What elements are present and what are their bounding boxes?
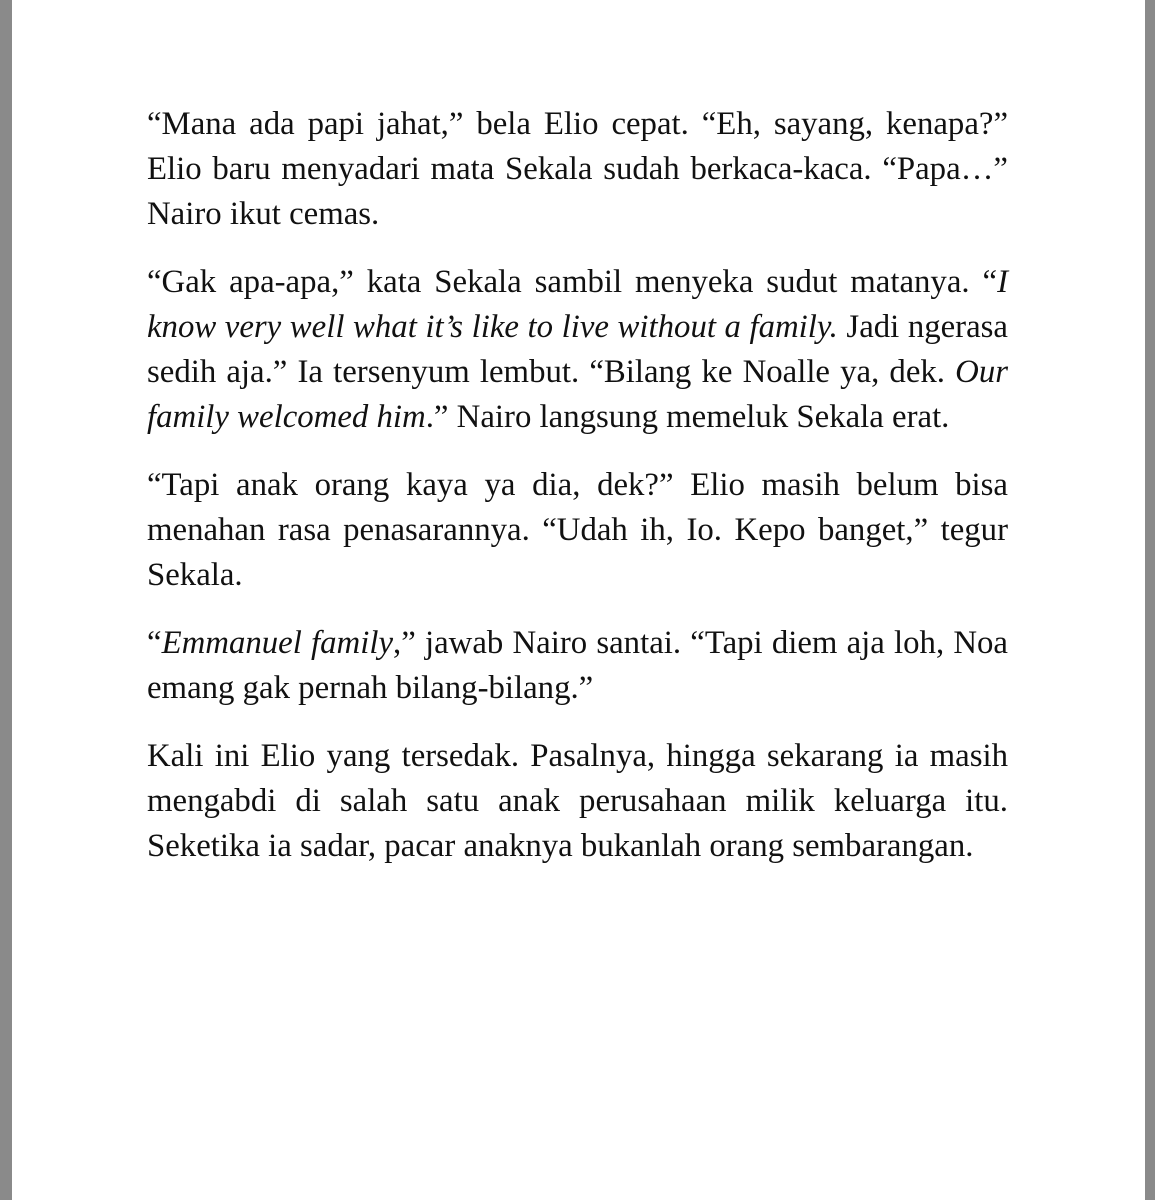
paragraph-4 [147, 621, 1008, 711]
italic-text-segment: Our family welcomed him [147, 354, 1008, 435]
text-segment: Kali ini Elio yang tersedak. Pasalnya, hingga sekarang ia masih mengabdi di salah satu anak perusahaan milik keluarga itu. Seketika ia sadar, pacar anaknya bukanlah orang sembarangan. [147, 738, 1008, 864]
book-page-text [147, 102, 1008, 869]
text-segment: Jadi ngerasa sedih aja.” Ia tersenyum lembut. “Bilang ke Noalle ya, dek. [147, 309, 1008, 390]
paragraph-1 [147, 102, 1008, 237]
text-segment: ,” jawab Nairo santai. “Tapi diem aja loh, Noa emang gak pernah bilang-bilang.” [147, 625, 1008, 706]
text-segment: .” Nairo langsung memeluk Sekala erat. [425, 399, 950, 435]
text-segment: “Gak apa-apa,” kata Sekala sambil menyeka sudut matanya. “ [147, 264, 998, 300]
paragraph-2 [147, 260, 1008, 440]
paragraph-3 [147, 463, 1008, 598]
left-edge-border [0, 0, 12, 1200]
italic-text-segment: Emmanuel family [161, 625, 394, 661]
italic-text-segment: I know very well what it’s like to live without a family. [147, 264, 1008, 345]
text-segment: “Tapi anak orang kaya ya dia, dek?” Elio masih belum bisa menahan rasa penasarannya. “Udah ih, Io. Kepo banget,” tegur Sekala. [147, 467, 1008, 593]
paragraph-5 [147, 734, 1008, 869]
text-segment: “Mana ada papi jahat,” bela Elio cepat. “Eh, sayang, kenapa?” Elio baru menyadari mata Sekala sudah berkaca-kaca. “Papa…” Nairo ikut cemas. [147, 106, 1008, 232]
right-edge-border [1145, 0, 1155, 1200]
text-segment: “ [147, 625, 162, 661]
